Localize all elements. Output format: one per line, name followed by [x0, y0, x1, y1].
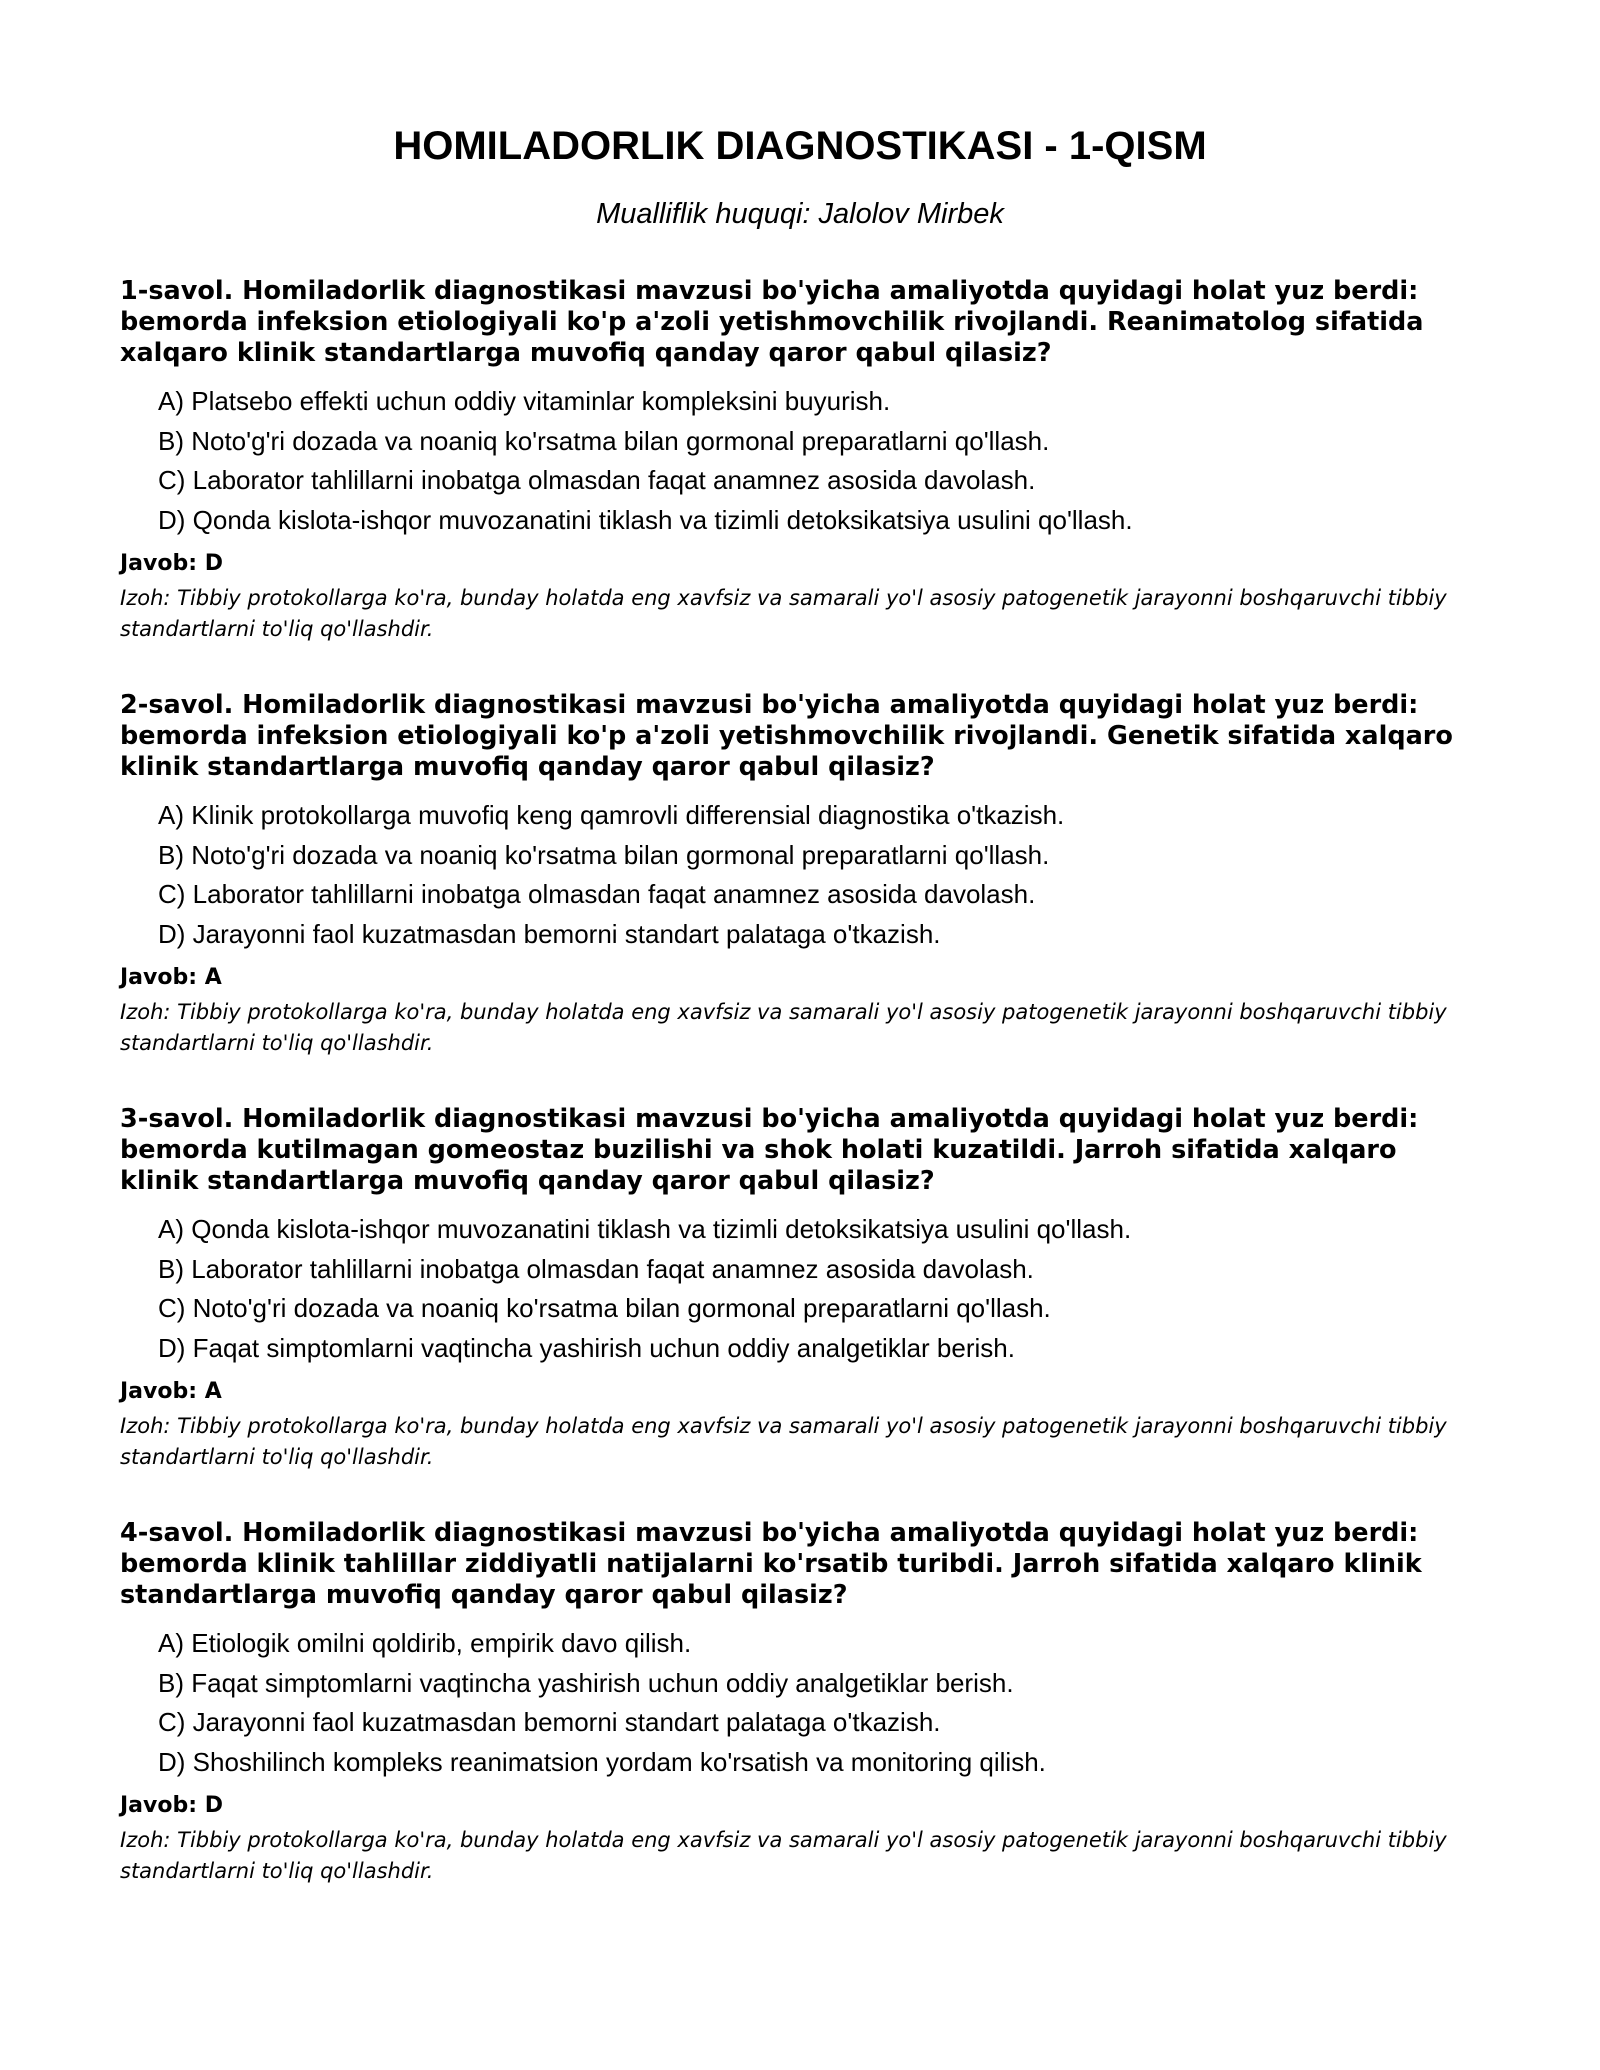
question-block-2	[120, 690, 1480, 1059]
question-block-4	[120, 1518, 1480, 1887]
option-b: B) Laborator tahlillarni inobatga olmasdan faqat anamnez asosida davolash.	[158, 1253, 1034, 1284]
answer-label: Javob: A	[120, 1379, 222, 1404]
explanation-note: Izoh: Tibbiy protokollarga ko'ra, bunday holatda eng xavfsiz va samarali yo'l asosiy patogenetik jarayonni boshqaruvchi tibbiy standartlarni to'liq qo'llashdir.	[120, 1000, 1447, 1055]
options-list	[120, 1210, 1480, 1368]
option-a: A) Platsebo effekti uchun oddiy vitaminlar kompleksini buyurish.	[158, 386, 891, 416]
option-c: C) Laborator tahlillarni inobatga olmasdan faqat anamnez asosida davolash.	[158, 465, 1036, 495]
option-d: D) Faqat simptomlarni vaqtincha yashirish uchun oddiy analgetiklar berish.	[158, 1332, 1015, 1363]
option-d: D) Qonda kislota-ishqor muvozanatini tiklash va tizimli detoksikatsiya usulini qo'llash.	[158, 504, 1133, 535]
option-a: A) Etiologik omilni qoldirib, empirik davo qilish.	[158, 1628, 692, 1658]
option-d: D) Shoshilinch kompleks reanimatsion yordam ko'rsatish va monitoring qilish.	[158, 1746, 1046, 1777]
document-title: HOMILADORLIK DIAGNOSTIKASI - 1-QISM	[393, 124, 1207, 168]
option-c: C) Laborator tahlillarni inobatga olmasdan faqat anamnez asosida davolash.	[158, 879, 1036, 909]
option-b: B) Noto'g'ri dozada va noaniq ko'rsatma bilan gormonal preparatlarni qo'llash.	[158, 839, 1050, 870]
question-block-3	[120, 1104, 1480, 1473]
option-c: C) Jarayonni faol kuzatmasdan bemorni standart palataga o'tkazish.	[158, 1707, 941, 1737]
explanation-note: Izoh: Tibbiy protokollarga ko'ra, bunday holatda eng xavfsiz va samarali yo'l asosiy patogenetik jarayonni boshqaruvchi tibbiy standartlarni to'liq qo'llashdir.	[120, 1828, 1447, 1883]
options-list	[120, 382, 1480, 540]
option-b: B) Faqat simptomlarni vaqtincha yashirish uchun oddiy analgetiklar berish.	[158, 1667, 1014, 1698]
option-a: A) Klinik protokollarga muvofiq keng qamrovli differensial diagnostika o'tkazish.	[158, 800, 1065, 830]
explanation-note: Izoh: Tibbiy protokollarga ko'ra, bunday holatda eng xavfsiz va samarali yo'l asosiy patogenetik jarayonni boshqaruvchi tibbiy standartlarni to'liq qo'llashdir.	[120, 586, 1447, 641]
question-text: 3-savol. Homiladorlik diagnostikasi mavzusi bo'yicha amaliyotda quyidagi holat yuz berdi: bemorda kutilmagan gomeostaz buzilishi va shok holati kuzatildi. Jarroh sifatida xalqaro klinik standartlarga muvofiq qanday qaror qabul qilasiz?	[120, 1104, 1419, 1196]
answer-label: Javob: D	[120, 1793, 223, 1818]
options-list	[120, 796, 1480, 954]
options-list	[120, 1624, 1480, 1782]
answer-label: Javob: A	[120, 965, 222, 990]
question-text: 1-savol. Homiladorlik diagnostikasi mavzusi bo'yicha amaliyotda quyidagi holat yuz berdi: bemorda infeksion etiologiyali ko'p a'zoli yetishmovchilik rivojlandi. Reanimatolog sifatida xalqaro klinik standartlarga muvofiq qanday qaror qabul qilasiz?	[120, 276, 1424, 368]
option-c: C) Noto'g'ri dozada va noaniq ko'rsatma bilan gormonal preparatlarni qo'llash.	[158, 1293, 1051, 1323]
question-text: 2-savol. Homiladorlik diagnostikasi mavzusi bo'yicha amaliyotda quyidagi holat yuz berdi: bemorda infeksion etiologiyali ko'p a'zoli yetishmovchilik rivojlandi. Genetik sifatida xalqaro klinik standartlarga muvofiq qanday qaror qabul qilasiz?	[120, 690, 1453, 782]
option-b: B) Noto'g'ri dozada va noaniq ko'rsatma bilan gormonal preparatlarni qo'llash.	[158, 425, 1050, 456]
question-block-1	[120, 276, 1480, 645]
question-text: 4-savol. Homiladorlik diagnostikasi mavzusi bo'yicha amaliyotda quyidagi holat yuz berdi: bemorda klinik tahlillar ziddiyatli natijalarni ko'rsatib turibdi. Jarroh sifatida xalqaro klinik standartlarga muvofiq qanday qaror qabul qilasiz?	[120, 1518, 1422, 1610]
option-a: A) Qonda kislota-ishqor muvozanatini tiklash va tizimli detoksikatsiya usulini qo'llash.	[158, 1214, 1132, 1244]
option-d: D) Jarayonni faol kuzatmasdan bemorni standart palataga o'tkazish.	[158, 918, 941, 949]
explanation-note: Izoh: Tibbiy protokollarga ko'ra, bunday holatda eng xavfsiz va samarali yo'l asosiy patogenetik jarayonni boshqaruvchi tibbiy standartlarni to'liq qo'llashdir.	[120, 1414, 1447, 1469]
document-subtitle: Mualliflik huquqi: Jalolov Mirbek	[596, 198, 1004, 230]
answer-label: Javob: D	[120, 551, 223, 576]
